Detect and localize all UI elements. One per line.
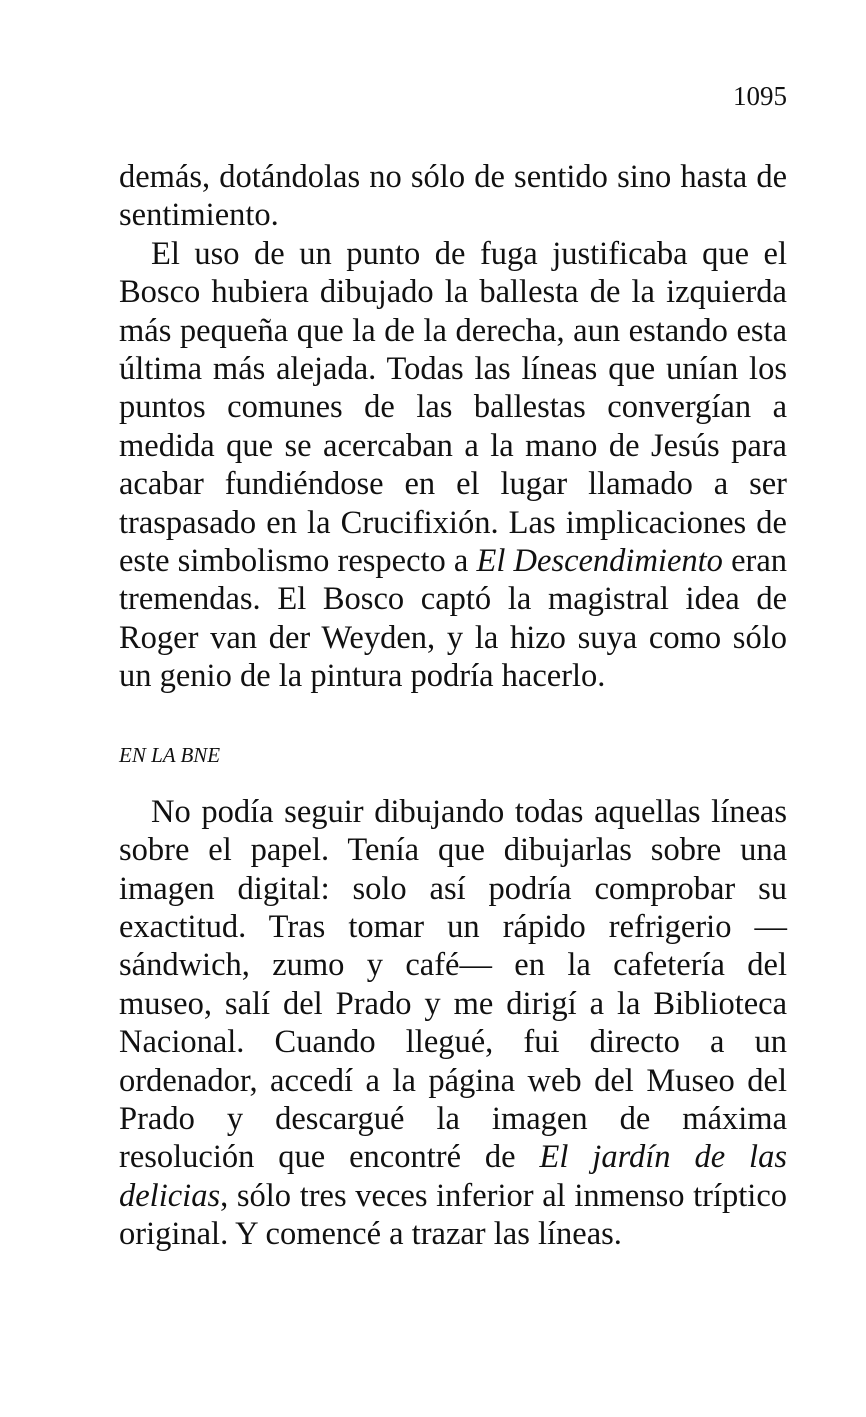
paragraph-text: El uso de un punto de fuga justificaba que el Bosco hubiera dibujado la ballesta de la izquierda más pequeña que la de la derecha, aun estando esta última más alejada. Todas las líneas que unían los puntos comunes de las ballestas convergían a medida que se acercaban a la mano de Jesús para acabar fundiéndose en el lugar llamado a ser traspasado en la Crucifixión. Las implicaciones de este simbolismo respecto a [119, 235, 787, 580]
paragraph-vanishing-point [119, 235, 787, 696]
paragraph-continuation [119, 158, 787, 235]
paragraph-text: No podía seguir dibujando todas aquellas líneas sobre el papel. Tenía que dibujarlas sobre una imagen digital: solo así podría comprobar su exactitud. Tras tomar un rápido refrigerio —sándwich, zumo y café— en la cafetería del museo, salí del Prado y me dirigí a la Biblioteca Nacional. Cuando llegué, fui directo a un ordenador, accedí a la página web del Museo del Prado y descargué la imagen de máxima resolución que encontré de [119, 793, 787, 1176]
artwork-title: El Descendimiento [476, 543, 723, 580]
artwork-title: El jardín de las delicias [119, 1139, 787, 1214]
page-number: 1095 [733, 81, 787, 111]
paragraph-text: , sólo tres veces inferior al inmenso tríptico original. Y comencé a trazar las líneas. [119, 1177, 787, 1253]
section-heading: EN LA BNE [119, 742, 221, 767]
book-page [119, 78, 787, 1254]
paragraph-text: demás, dotándolas no sólo de sentido sino hasta de sentimiento. [119, 159, 787, 234]
paragraph-text: eran tremendas. El Bosco captó la magistral idea de Roger van der Weyden, y la hizo suya como sólo un genio de la pintura podría hacerlo. [119, 543, 787, 695]
paragraph-bne [119, 793, 787, 1254]
